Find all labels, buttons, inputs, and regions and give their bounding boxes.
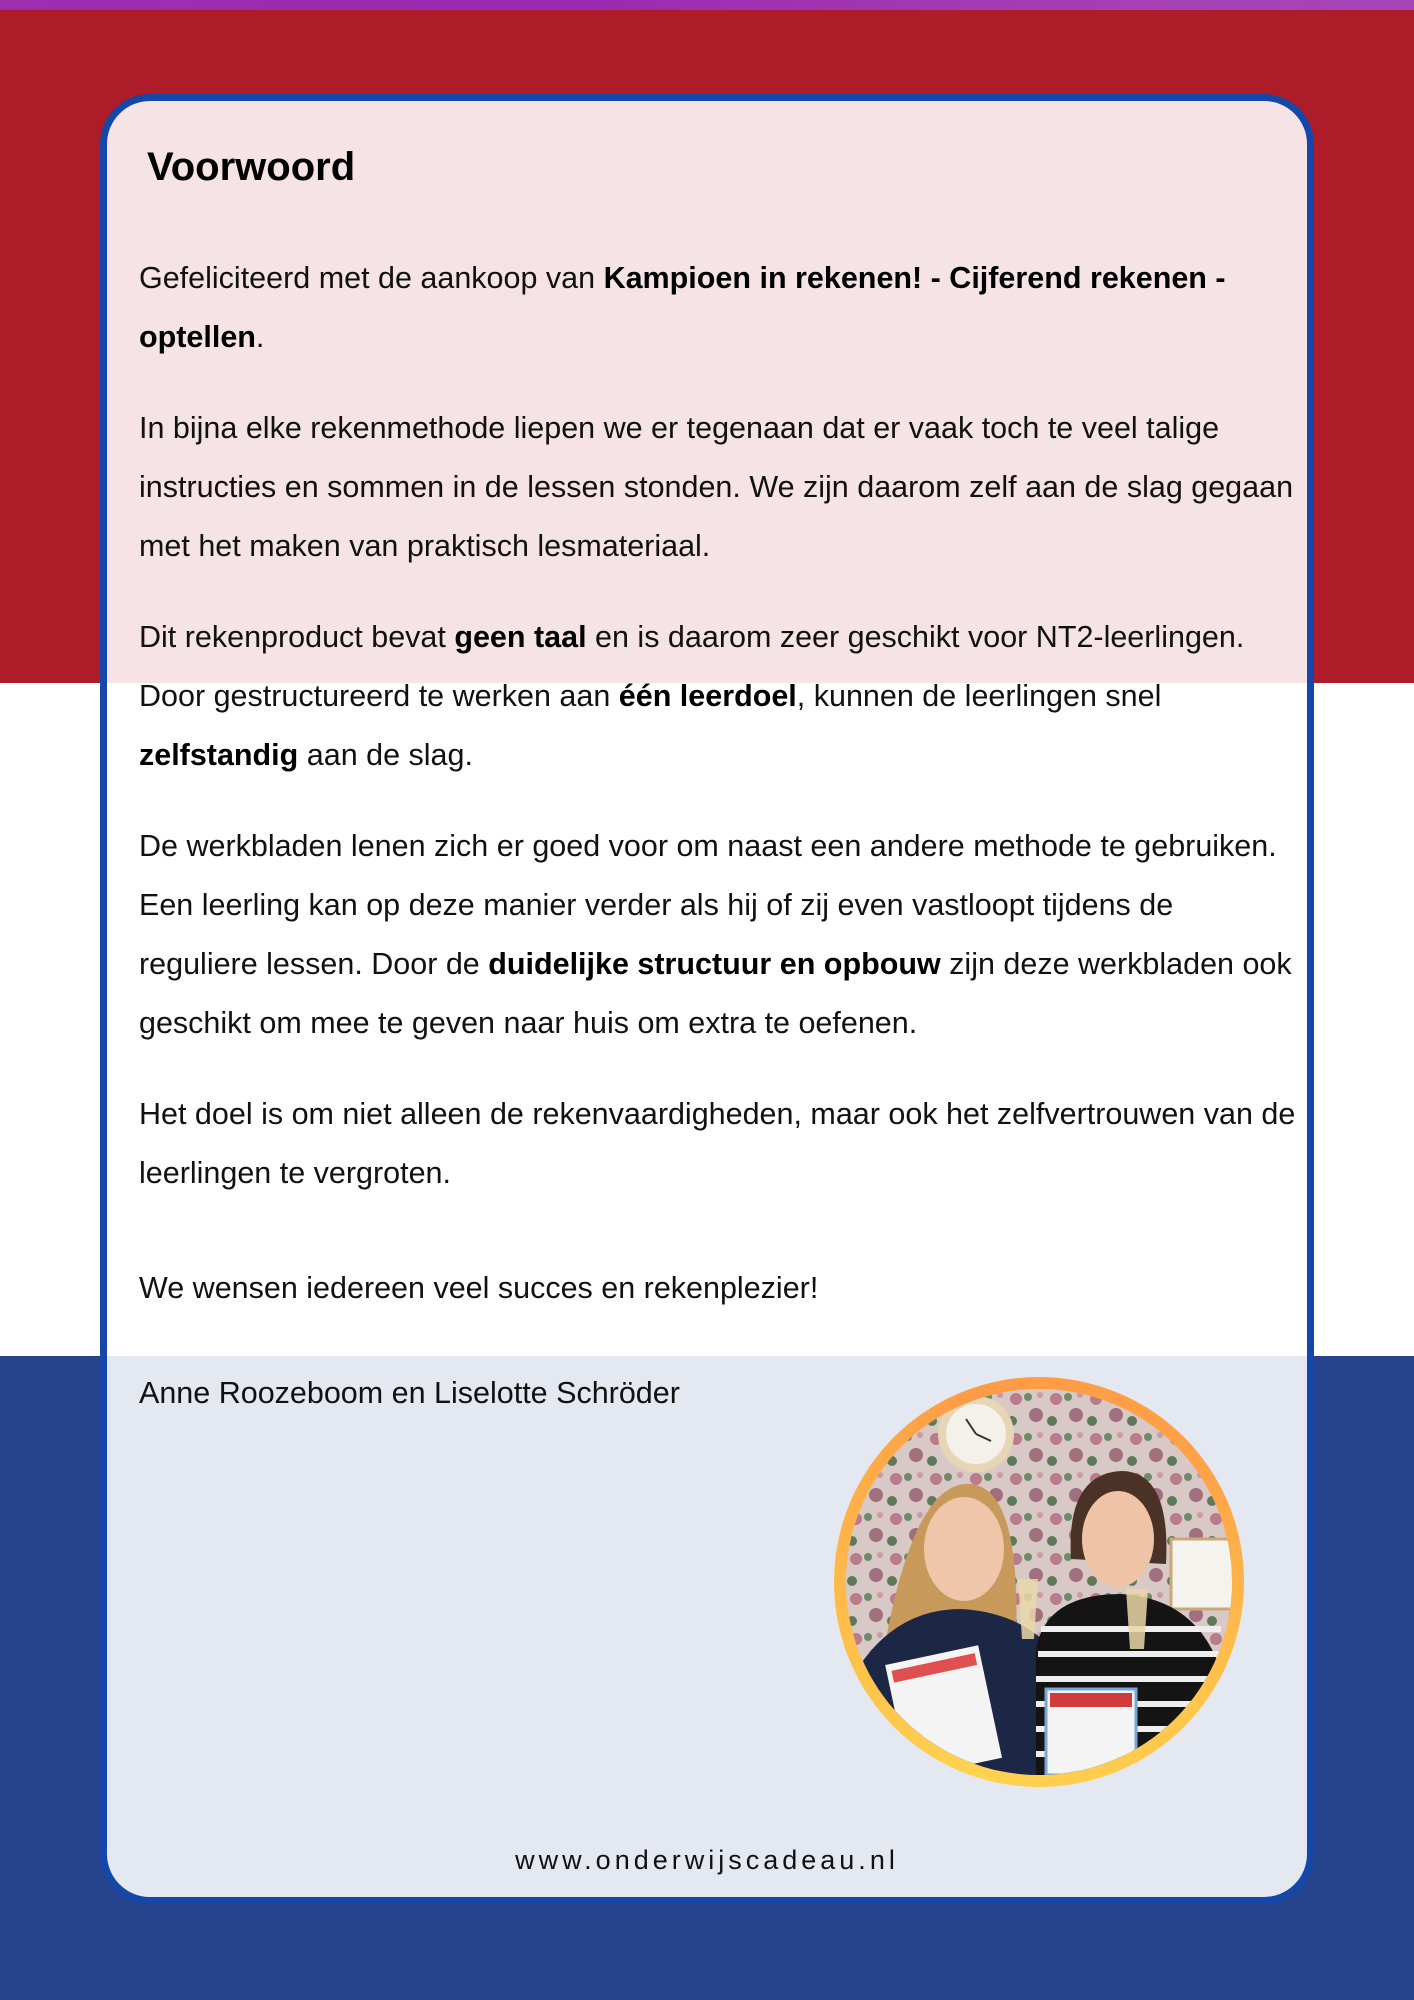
paragraph-text: Gefeliciteerd met de aankoop van (139, 261, 604, 295)
closing-paragraph (139, 1259, 1299, 1318)
paragraph-text: . (255, 320, 265, 354)
paragraph (139, 608, 1299, 785)
paragraph-text: , kunnen de leerlingen snel (796, 679, 1162, 713)
paragraph-text: zijn deze werkbladen ook geschikt om mee te geven naar huis om extra te oefenen. (139, 947, 1292, 1040)
paragraph (139, 249, 1299, 367)
emphasis-text: Kampioen in rekenen! - Cijferend rekenen - optellen (139, 261, 1226, 354)
website-link[interactable]: www.onderwijscadeau.nl (515, 1845, 899, 1875)
page-title: Voorwoord (147, 145, 356, 189)
paragraph-text: en is daarom zeer geschikt voor NT2-leerlingen. Door gestructureerd te werken aan (139, 620, 1245, 713)
emphasis-text: één leerdoel (618, 679, 797, 713)
paragraph (139, 1085, 1299, 1203)
paragraph-text: aan de slag. (298, 738, 473, 772)
author-signature: Anne Roozeboom en Liselotte Schröder (139, 1376, 680, 1410)
photo-illustration (846, 1389, 1232, 1775)
authors-photo-icon (846, 1389, 1232, 1775)
paragraph (139, 817, 1299, 1053)
emphasis-text: duidelijke structuur en opbouw (488, 947, 941, 981)
foreword-card (100, 94, 1314, 1904)
emphasis-text: geen taal (454, 620, 587, 654)
photo-frame (834, 1377, 1244, 1787)
paragraph-text: Dit rekenproduct bevat (139, 620, 455, 654)
paragraph-text: We wensen iedereen veel succes en rekenplezier! (139, 1271, 819, 1305)
paragraph-text: De werkbladen lenen zich er goed voor om naast een andere methode te gebruiken. Een leerling kan op deze manier verder als hij of zij even vastloopt tijdens de reguliere lessen. Door de (139, 829, 1277, 981)
emphasis-text: zelfstandig (139, 738, 299, 772)
paragraph (139, 399, 1299, 576)
paragraph-text: Het doel is om niet alleen de rekenvaardigheden, maar ook het zelfvertrouwen van de leerlingen te vergroten. (139, 1097, 1296, 1190)
foreword-body (139, 249, 1299, 1350)
paragraph-text: In bijna elke rekenmethode liepen we er tegenaan dat er vaak toch te veel talige instructies en sommen in de lessen stonden. We zijn daarom zelf aan de slag gegaan met het maken van praktisch lesmateriaal. (139, 411, 1294, 563)
top-accent-strip (0, 0, 1414, 10)
